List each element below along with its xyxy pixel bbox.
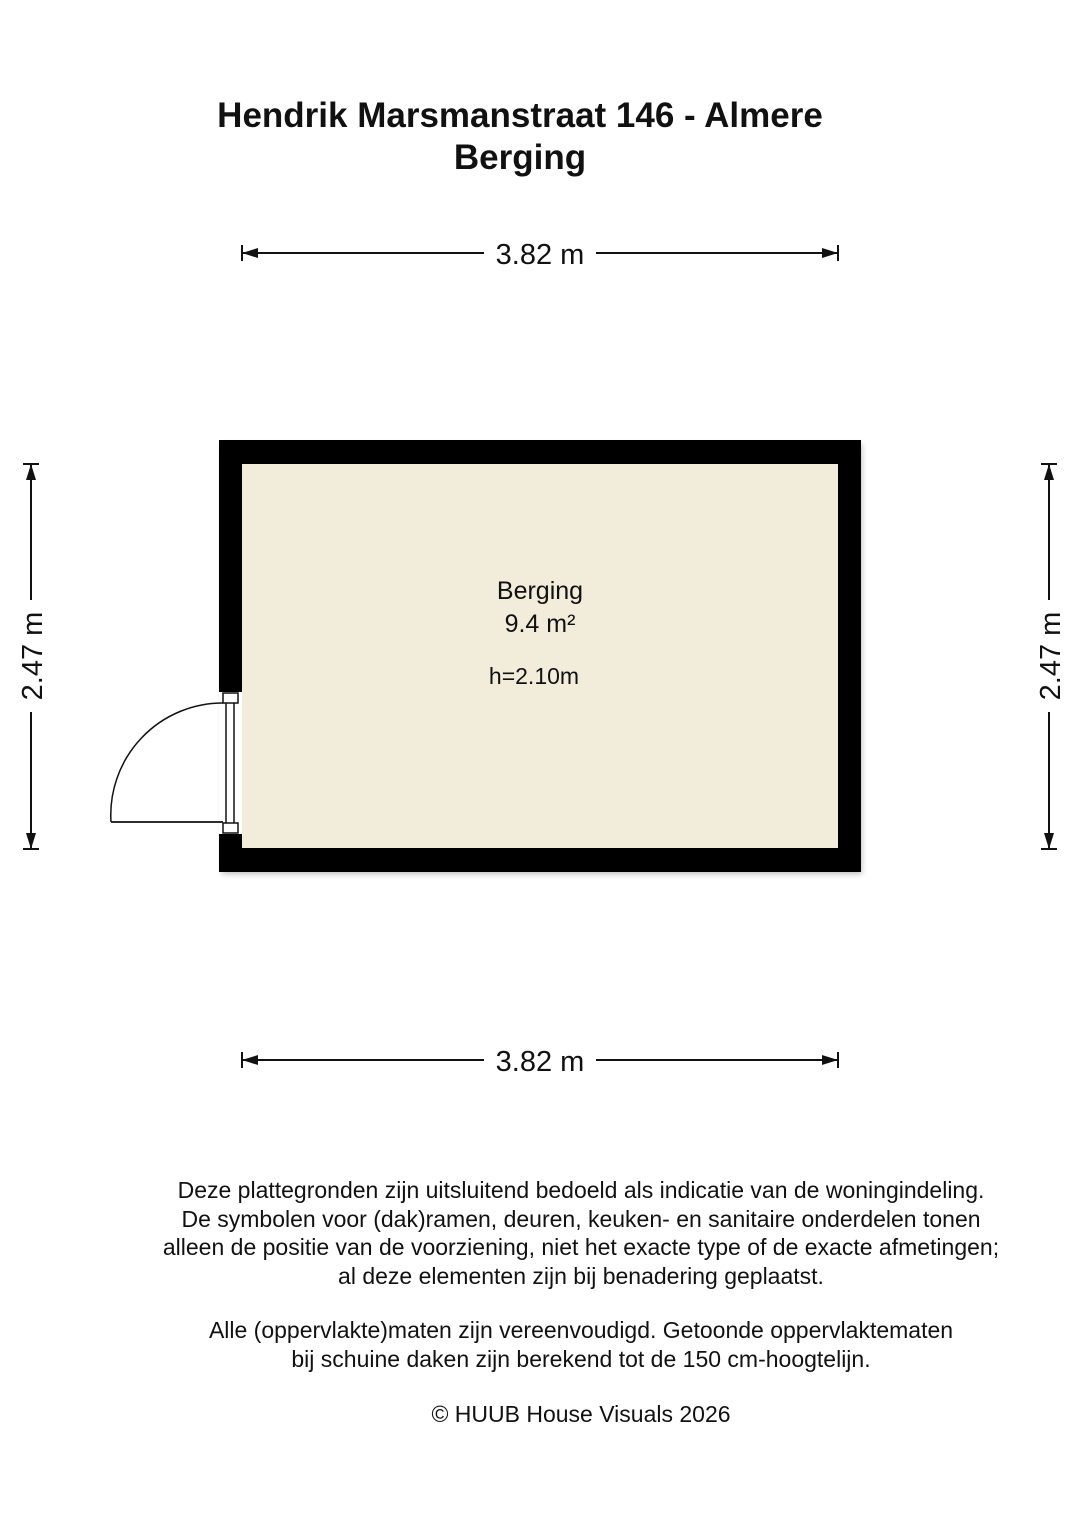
room-berging (111, 440, 862, 874)
plan-subtitle: Berging (453, 138, 587, 177)
copyright: © HUUB House Visuals 2026 (431, 1401, 731, 1427)
dimension-top (242, 239, 838, 271)
disclaimer-line: De symbolen voor (dak)ramen, deuren, keuken- en sanitaire onderdelen tonen (181, 1205, 981, 1232)
disclaimer (0, 1176, 1080, 1290)
area-note-line: bij schuine daken zijn berekend tot de 150 cm-hoogtelijn. (291, 1345, 871, 1372)
dimension-bottom-label: 3.82 m (495, 1046, 585, 1078)
area-note (0, 1316, 1080, 1373)
area-note-line: Alle (oppervlakte)maten zijn vereenvoudigd. Getoonde oppervlaktematen (208, 1317, 954, 1343)
dimension-left (17, 464, 49, 849)
disclaimer-line: al deze elementen zijn bij benadering geplaatst. (338, 1262, 824, 1289)
dimension-left-label: 2.47 m (17, 611, 49, 701)
disclaimer-line: alleen de positie van de voorziening, niet het exacte type of de exacte afmetingen; (162, 1234, 1000, 1260)
door (111, 693, 238, 833)
room-height: h=2.10m (488, 663, 580, 689)
room-area: 9.4 m² (504, 610, 576, 638)
plan-title: Hendrik Marsmanstraat 146 - Almere (217, 96, 823, 135)
dimension-right-label: 2.47 m (1035, 611, 1067, 701)
dimension-right (1035, 464, 1067, 849)
dimension-top-label: 3.82 m (495, 239, 585, 271)
dimension-bottom (242, 1046, 838, 1078)
room-name: Berging (496, 577, 584, 605)
disclaimer-line: Deze plattegronden zijn uitsluitend bedoeld als indicatie van de woningindeling. (177, 1177, 985, 1203)
room-floor (242, 464, 838, 848)
